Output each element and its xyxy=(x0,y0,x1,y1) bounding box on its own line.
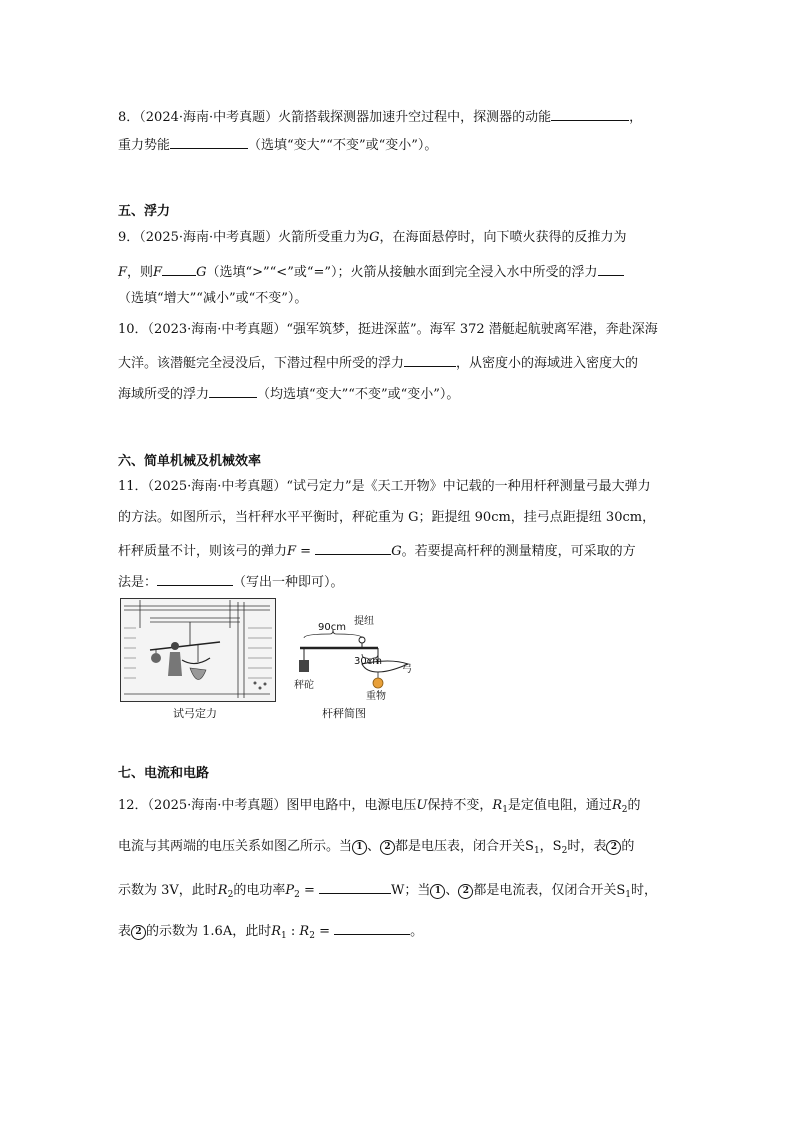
q12-sub: 1 xyxy=(281,931,287,941)
label-bow: 弓 xyxy=(402,664,412,675)
q9-text: 9．（2025·海南·中考真题）火箭所受重力为 xyxy=(118,230,370,245)
q11-text: 法是： xyxy=(118,575,158,590)
q9-line2 xyxy=(118,261,624,282)
q9-var: G xyxy=(369,230,380,245)
label-90cm: 90cm xyxy=(318,622,346,633)
q12-text: 、 xyxy=(445,883,459,898)
q12-text: 的示数为 1.6A，此时 xyxy=(146,924,272,939)
q10-text: 大洋。该潜艇完全浸没后，下潜过程中所受的浮力 xyxy=(118,356,405,371)
q12-text: 示数为 3V，此时 xyxy=(118,883,218,898)
q9-text: （选填“>”“<”或“=”）；火箭从接触水面到完全浸入水中所受的浮力 xyxy=(206,265,598,280)
q12-text: 的电功率 xyxy=(233,883,286,898)
q9-blank-2[interactable] xyxy=(598,261,624,276)
q8-line1 xyxy=(118,106,642,127)
q12-var: R xyxy=(299,924,310,939)
q8-text: 重力势能 xyxy=(118,138,171,153)
q12-text: 时， xyxy=(631,883,658,898)
left-figure-caption: 试弓定力 xyxy=(173,707,217,720)
q8-blank-1[interactable] xyxy=(551,106,629,121)
q12-text: 的 xyxy=(621,839,635,854)
q10-blank-2[interactable] xyxy=(209,383,257,398)
q12-sub: 1 xyxy=(533,846,540,856)
q9-var: F xyxy=(153,265,163,280)
q12-line4 xyxy=(118,920,423,945)
meter-1-symbol: 1 xyxy=(430,884,445,899)
q12-var: U xyxy=(416,798,428,813)
q10-blank-1[interactable] xyxy=(404,352,456,367)
q8-line2 xyxy=(118,134,437,155)
section-heading-buoyancy: 五、浮力 xyxy=(118,204,171,219)
q12-text: 。 xyxy=(410,924,424,939)
bow-testing-illustration xyxy=(120,598,276,702)
q8-text: 8．（2024·海南·中考真题）火箭搭载探测器加速升空过程中，探测器的动能 xyxy=(118,110,552,125)
q12-sub: 2 xyxy=(309,931,315,941)
section-heading-machines: 六、简单机械及机械效率 xyxy=(118,454,262,469)
q12-text: 的 xyxy=(627,798,641,813)
q12-var: R xyxy=(217,883,228,898)
q11-line3 xyxy=(118,540,636,561)
q12-text: 12．（2025·海南·中考真题）图甲电路中，电源电压 xyxy=(118,798,417,813)
q12-var: R xyxy=(492,798,503,813)
q12-text: 都是电压表，闭合开关S xyxy=(395,839,534,854)
q11-text: = xyxy=(296,544,316,559)
q12-text: 都是电流表，仅闭合开关S xyxy=(473,883,626,898)
q10-text: ，从密度小的海域进入密度大的 xyxy=(456,356,639,371)
q12-sub: 2 xyxy=(561,846,568,856)
meter-2-symbol: 2 xyxy=(458,884,473,899)
q12-blank-1[interactable] xyxy=(319,879,391,894)
q11-blank-2[interactable] xyxy=(157,571,233,586)
q12-text: : xyxy=(286,924,300,939)
section-heading-circuits: 七、电流和电路 xyxy=(118,766,210,781)
q12-text: 电流与其两端的电压关系如图乙所示。当 xyxy=(118,839,353,854)
q9-text: ，在海面悬停时，向下喷火获得的反推力为 xyxy=(379,230,627,245)
q12-var: R xyxy=(271,924,282,939)
q12-text: 是定值电阻，通过 xyxy=(507,798,612,813)
q10-line2 xyxy=(118,352,638,373)
q12-var: P xyxy=(285,883,295,898)
q12-text: = xyxy=(299,883,319,898)
label-tiniu: 提纽 xyxy=(354,616,374,627)
q12-text: ，S xyxy=(539,839,562,854)
q11-line2: 的方法。如图所示，当杆秤水平平衡时，秤砣重为 G；距提纽 90cm，挂弓点距提纽 30cm， xyxy=(118,510,656,525)
q8-text: ， xyxy=(629,110,643,125)
right-figure-caption: 杆秤简图 xyxy=(322,707,366,720)
q11-line1: 11．（2025·海南·中考真题）“试弓定力”是《天工开物》中记载的一种用杆秤测量弓最大弹力 xyxy=(118,479,651,494)
q12-text: 表 xyxy=(118,924,132,939)
meter-2-symbol: 2 xyxy=(380,840,395,855)
q10-line1: 10．（2023·海南·中考真题）“强军筑梦，挺进深蓝”。海军 372 潜艇起航驶离军港，奔赴深海 xyxy=(118,322,658,337)
q12-sub: 1 xyxy=(502,805,508,815)
q10-text: （均选填“变大”“不变”或“变小”）。 xyxy=(257,387,460,402)
label-30cm: 30cm xyxy=(354,656,382,667)
q9-text: ，则 xyxy=(127,265,154,280)
q12-blank-2[interactable] xyxy=(334,920,410,935)
q12-sub: 2 xyxy=(621,805,628,815)
q11-text: 。若要提高杆秤的测量精度，可采取的方 xyxy=(401,544,636,559)
q12-sub: 2 xyxy=(294,890,300,900)
q12-text: = xyxy=(314,924,335,939)
q12-sub: 1 xyxy=(625,890,632,900)
label-object: 重物 xyxy=(366,691,386,702)
q12-text: 保持不变， xyxy=(427,798,493,813)
q9-var: G xyxy=(196,265,207,280)
steelyard-diagram xyxy=(290,606,420,702)
q9-var: F xyxy=(118,265,128,280)
q11-var: F xyxy=(287,544,297,559)
q9-blank-1[interactable] xyxy=(162,261,196,276)
q10-text: 海域所受的浮力 xyxy=(118,387,210,402)
q12-var: R xyxy=(611,798,622,813)
q11-text: 杆秤质量不计，则该弓的弹力 xyxy=(118,544,288,559)
q8-blank-2[interactable] xyxy=(170,134,248,149)
q8-text: （选填“变大”“不变”或“变小”）。 xyxy=(248,138,438,153)
q11-line4 xyxy=(118,571,344,592)
q11-var: G xyxy=(391,544,402,559)
q12-line1 xyxy=(118,797,640,819)
meter-2-symbol: 2 xyxy=(131,925,146,940)
q12-sub: 2 xyxy=(227,890,234,900)
q12-text: 、 xyxy=(367,839,381,854)
q11-blank-1[interactable] xyxy=(315,540,391,555)
meter-2-symbol: 2 xyxy=(606,840,621,855)
q12-text: W；当 xyxy=(391,883,431,898)
q10-line3 xyxy=(118,383,459,404)
q12-line3 xyxy=(118,879,657,904)
q9-line3: （选填“增大”“减小”或“不变”）。 xyxy=(118,291,308,306)
q9-line1 xyxy=(118,229,627,247)
meter-1-symbol: 1 xyxy=(352,840,367,855)
q12-text: 时，表 xyxy=(567,839,607,854)
q12-line2 xyxy=(118,838,634,860)
q11-text: （写出一种即可）。 xyxy=(233,575,344,590)
label-weight: 秤砣 xyxy=(294,680,314,691)
